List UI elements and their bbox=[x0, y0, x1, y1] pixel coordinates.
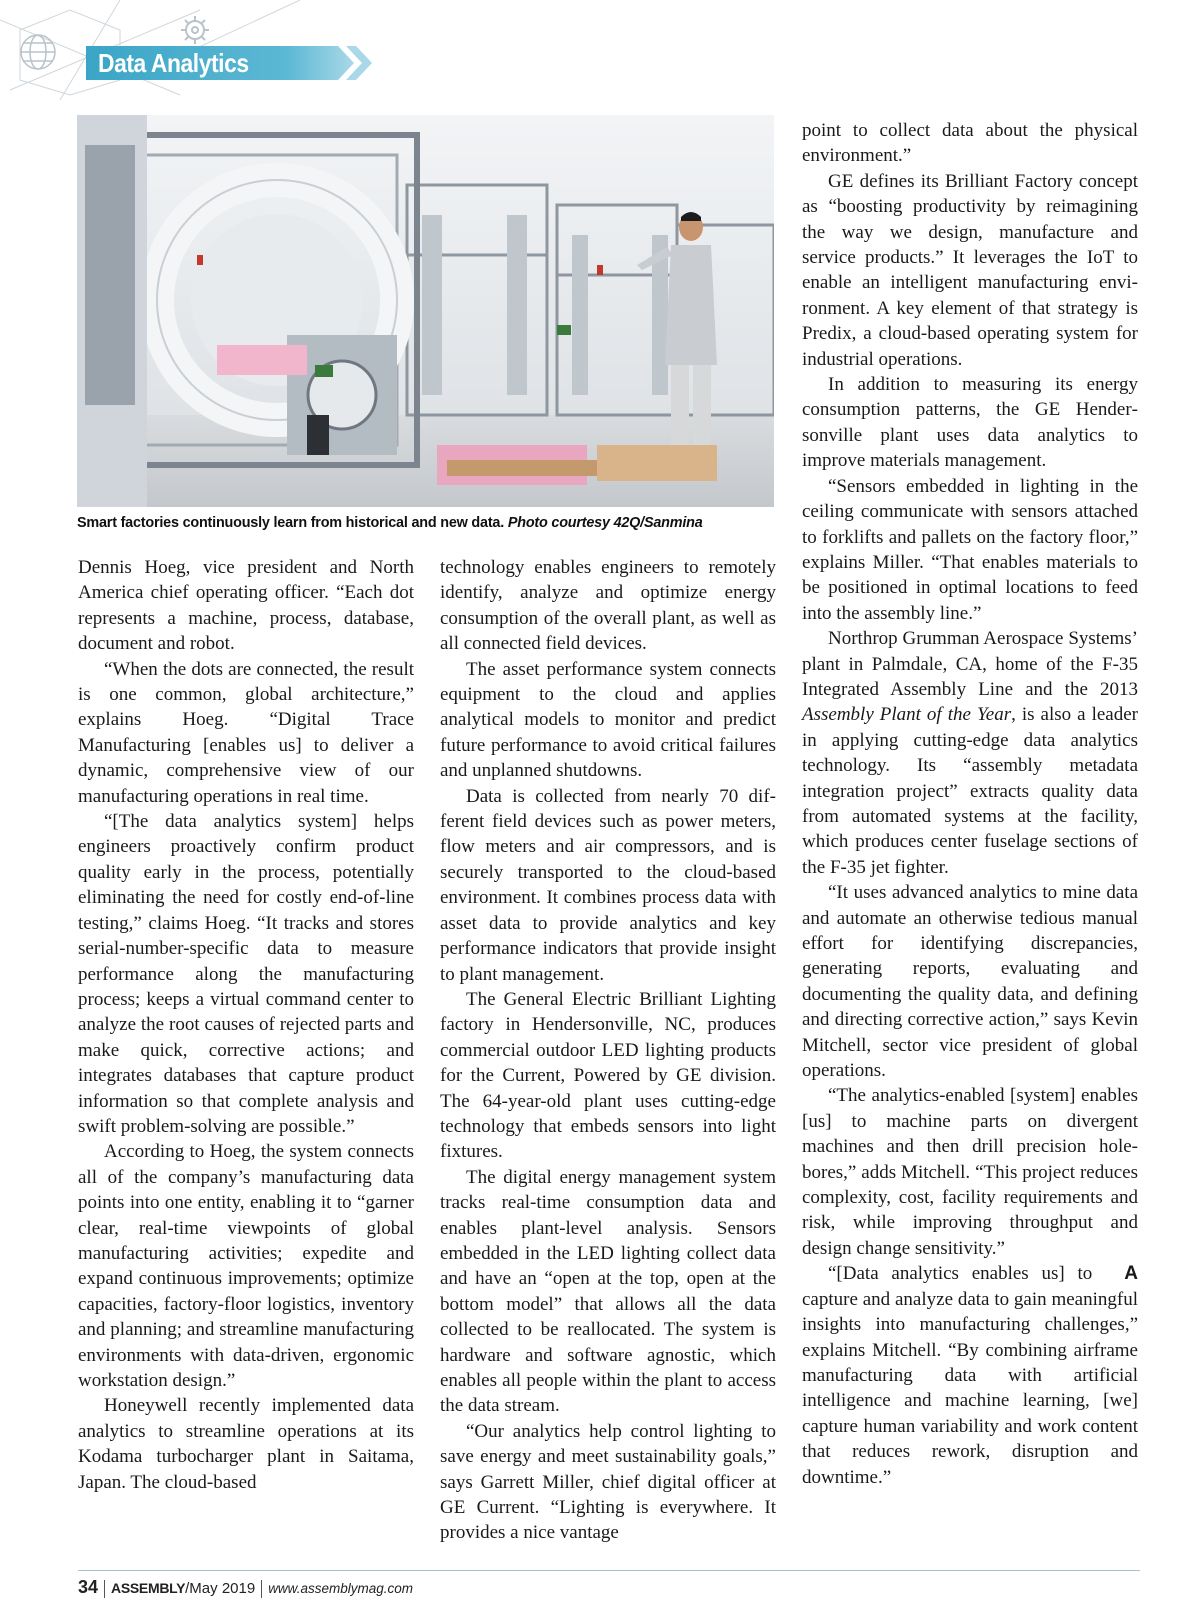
photo-credit: Photo courtesy 42Q/Sanmina bbox=[507, 515, 703, 531]
gear-icon bbox=[181, 16, 209, 44]
paragraph bbox=[802, 1261, 1138, 1490]
footer-separator bbox=[104, 1580, 105, 1598]
award-title: Assembly Plant of the Year bbox=[802, 704, 1012, 726]
paragraph: The digital energy management system tracks real-time consumption data and enables plant-level analysis. Sensors embedded in the LED lighting collect data and have an “open at the top, open at the bottom model” that allows all the data collected to be reallocated. The system is hardware and software agnostic, which enables all people within the plant to access the data stream. bbox=[440, 1166, 776, 1417]
photo-caption bbox=[77, 515, 797, 531]
factory-photo-illustration bbox=[77, 115, 774, 507]
paragraph: “[The data analytics system] helps engineers proactively confirm product quality early in the process, potentially eliminating the need for costly end-of-line testing,” claims Hoeg. “It tracks and stores serial-number-specific data to measure performance along the manufacturing process; keeps a virtual command center to analyze the root causes of rejected parts and make quick, corrective actions; and integrates databases that capture product information so that complete analysis and swift problem-solving are possible.” bbox=[78, 811, 414, 1137]
paragraph: “It uses advanced analytics to mine data and automate an otherwise tedious manual effort for identifying discrepancies, generating reports, evaluating and documenting the quality data, and defining and directing corrective action,” says Kevin Mitchell, sector vice president of global operations. bbox=[802, 882, 1138, 1082]
paragraph-text: “[Data analytics enables us] to capture and analyze data to gain meaningful insights into manufacturing challenges,” explains Mitchell. “By combining airframe manufacturing data with artificial intelligence and machine learning, [we] capture human variability and work content that reduces rework, disruption and downtime.” bbox=[802, 1263, 1138, 1488]
issue-date: /May 2019 bbox=[185, 1580, 256, 1597]
paragraph: “Sensors embedded in lighting in the ceiling communicate with sensors attached to forklifts and pallets on the factory floor,” explains Miller. “That enables materials to be positioned in optimal locations to feed into the assembly line.” bbox=[802, 475, 1138, 624]
paragraph: Data is collected from nearly 70 different field devices such as power meters, flow meters and air compressors, and is securely transported to the cloud-based environment. It combines process data with asset data to provide analytics and key performance indicators that provide insight to plant management. bbox=[440, 785, 776, 985]
footer-rule bbox=[78, 1570, 1140, 1571]
paragraph-text: Northrop Grumman Aerospace Systems’ plant in Palmdale, CA, home of the F-35 Integrated Assembly Line and the 2013 bbox=[802, 628, 1138, 700]
paragraph: In addition to measuring its energy consumption patterns, the GE Hendersonville plant uses data analytics to improve materials management. bbox=[802, 374, 1138, 472]
magazine-name: ASSEMBLY bbox=[111, 1580, 186, 1596]
article-column-3 bbox=[802, 118, 1138, 1490]
page-number: 34 bbox=[78, 1577, 99, 1597]
article-column-2 bbox=[440, 555, 776, 1546]
paragraph: “Our analytics help control lighting to save energy and meet sustainability goals,” says Garrett Miller, chief digital officer at GE Current. “Lighting is everywhere. It provides a nice vantage bbox=[440, 1420, 776, 1544]
page-footer bbox=[78, 1576, 413, 1598]
paragraph: “When the dots are connected, the result is one common, global architecture,” explains Hoeg. “Digital Trace Manufacturing [enables us] to deliver a dynamic, comprehensive view of our manufacturing operations in real time. bbox=[78, 658, 414, 807]
factory-photo bbox=[77, 115, 774, 507]
magazine-url: www.assemblymag.com bbox=[268, 1581, 413, 1596]
paragraph bbox=[802, 626, 1138, 880]
caption-text: Smart factories continuously learn from historical and new data. bbox=[77, 515, 505, 531]
globe-icon bbox=[21, 35, 55, 69]
paragraph: technology enables engineers to remotely identify, analyze and optimize energy consumption of the overall plant, as well as all connected field devices. bbox=[440, 557, 776, 655]
paragraph: Honeywell recently implemented data analytics to streamline operations at its Kodama turbocharger plant in Saitama, Japan. The cloud-based bbox=[78, 1395, 414, 1493]
paragraph: Dennis Hoeg, vice president and North America chief operating officer. “Each dot represents a machine, process, database, document and robot. bbox=[78, 557, 414, 655]
paragraph: According to Hoeg, the system connects all of the company’s manufacturing data points into one entity, enabling it to “garner clear, real-time viewpoints of global manufacturing activities; expedite and expand continuous improvements; optimize capacities, factory-floor logistics, inventory and planning; and streamline manufacturing environments with data-driven, ergonomic workstation design.” bbox=[78, 1141, 414, 1391]
article-column-1 bbox=[78, 555, 414, 1495]
section-title: Data Analytics bbox=[98, 48, 249, 78]
end-mark: A bbox=[1124, 1263, 1138, 1285]
paragraph: GE defines its Brilliant Factory concept as “boosting productivity by reimagining the way we design, manufacture and service products.” It leverages the IoT to enable an intelligent manufacturing environment. A key element of that strategy is Predix, a cloud-based operating system for industrial operations. bbox=[802, 170, 1138, 370]
paragraph: The General Electric Brilliant Lighting factory in Hendersonville, NC, produces commercial outdoor LED lighting products for the Current, Powered by GE division. The 64-year-old plant uses cutting-edge technology that embeds sensors into light fixtures. bbox=[440, 988, 776, 1163]
footer-separator bbox=[261, 1580, 262, 1598]
paragraph: point to collect data about the physical environment.” bbox=[802, 120, 1138, 167]
paragraph-text: , is also a leader in applying cutting-edge data analytics technology. Its “assembly metadata integration project” extracts quality data from automated systems at the facility, which produces center fuselage sections of the F-35 jet fighter. bbox=[802, 704, 1138, 878]
paragraph: The asset performance system connects equipment to the cloud and applies analytical models to monitor and predict future performance to avoid critical failures and unplanned shutdowns. bbox=[440, 658, 776, 782]
paragraph: “The analytics-enabled [system] enables [us] to machine parts on divergent machines and then drill precision hole-bores,” adds Mitchell. “This project reduces complexity, cost, facility requirements and risk, while improving throughput and design change sensitivity.” bbox=[802, 1085, 1138, 1259]
